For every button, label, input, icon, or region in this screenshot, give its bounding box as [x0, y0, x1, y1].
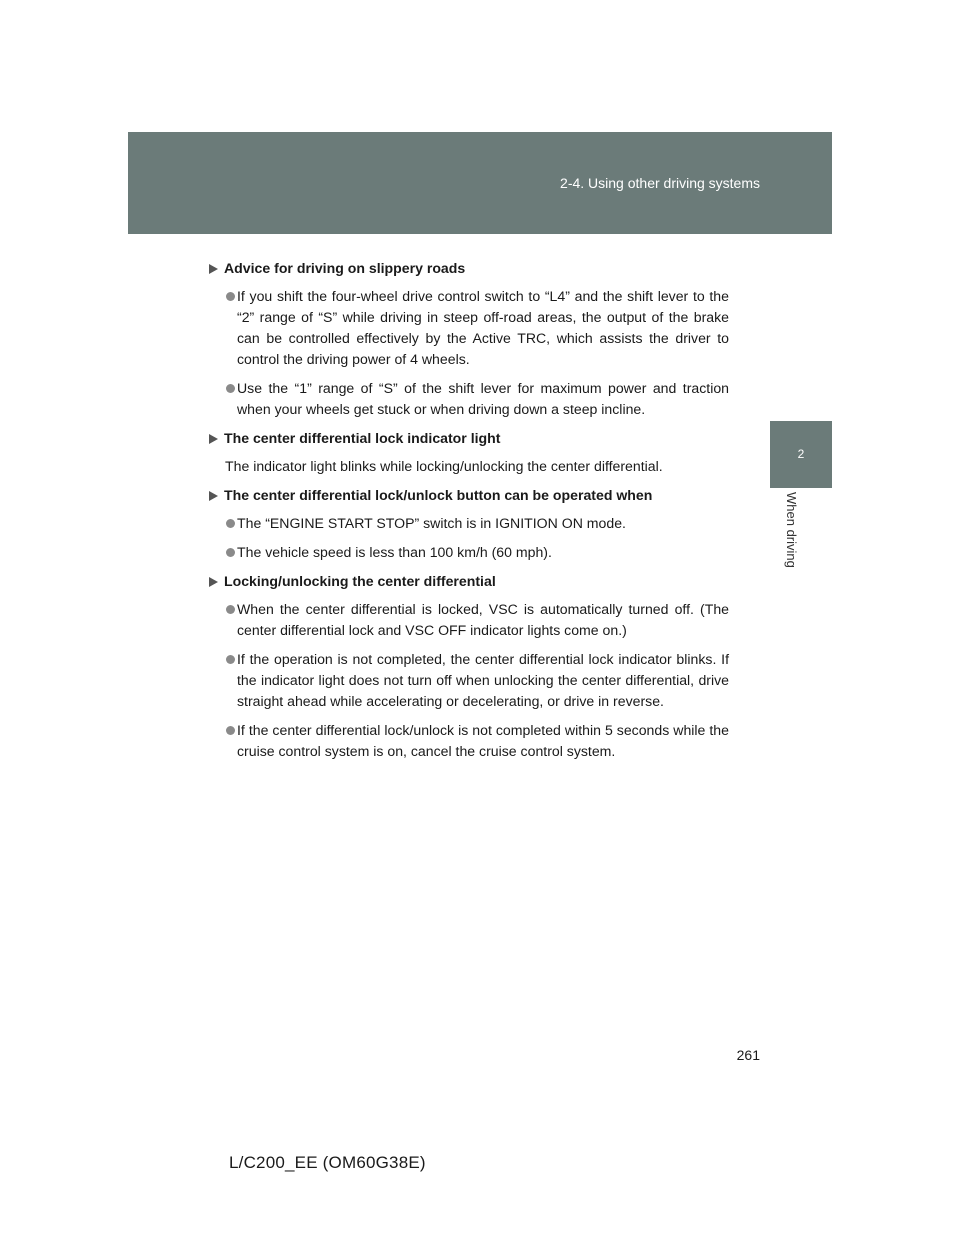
- list-item-text: If you shift the four-wheel drive control switch to “L4” and the shift lever to the “2” range of “S” while driving in steep off-road areas, the output of the brake can be controlled effectively by the Active TRC, which assists the driver to control the driving power of 4 wheels.: [237, 288, 729, 367]
- list-item-text: If the center differential lock/unlock is not completed within 5 seconds while the cruise control system is on, cancel the cruise control system.: [237, 722, 729, 759]
- list-item: [209, 542, 729, 563]
- circle-bullet-icon: [226, 519, 235, 528]
- list-item-text: The “ENGINE START STOP” switch is in IGNITION ON mode.: [237, 515, 626, 531]
- page-content: [209, 258, 729, 770]
- circle-bullet-icon: [226, 655, 235, 664]
- list-item: [209, 599, 729, 641]
- document-code: L/C200_EE (OM60G38E): [229, 1153, 426, 1172]
- circle-bullet-icon: [226, 292, 235, 301]
- section-heading-text: The center differential lock indicator light: [224, 430, 501, 446]
- section-heading-text: The center differential lock/unlock button can be operated when: [224, 487, 653, 503]
- section-heading-text: Advice for driving on slippery roads: [224, 260, 466, 276]
- circle-bullet-icon: [226, 384, 235, 393]
- chapter-tab: [770, 421, 832, 488]
- list-item: [209, 513, 729, 534]
- list-item-text: The vehicle speed is less than 100 km/h (60 mph).: [237, 544, 552, 560]
- section-heading: [209, 485, 729, 506]
- list-item-text: When the center differential is locked, VSC is automatically turned off. (The center differential lock and VSC OFF indicator lights come on.): [237, 601, 729, 638]
- paragraph: The indicator light blinks while locking/unlocking the center differential.: [225, 458, 663, 474]
- triangle-bullet-icon: [209, 434, 218, 444]
- circle-bullet-icon: [226, 548, 235, 557]
- section-heading: [209, 258, 729, 279]
- section-heading: [209, 428, 729, 449]
- page-number: 261: [736, 1047, 760, 1063]
- header-band: [128, 132, 832, 234]
- chapter-tab-number: 2: [797, 447, 805, 461]
- circle-bullet-icon: [226, 605, 235, 614]
- list-item: [209, 378, 729, 420]
- section-heading: [209, 571, 729, 592]
- list-item-text: Use the “1” range of “S” of the shift lever for maximum power and traction when your wheels get stuck or when driving down a steep incline.: [237, 380, 729, 417]
- circle-bullet-icon: [226, 726, 235, 735]
- list-item: [209, 286, 729, 370]
- triangle-bullet-icon: [209, 491, 218, 501]
- section-title: 2-4. Using other driving systems: [560, 175, 760, 191]
- triangle-bullet-icon: [209, 577, 218, 587]
- triangle-bullet-icon: [209, 264, 218, 274]
- list-item: [209, 720, 729, 762]
- chapter-side-label: When driving: [784, 492, 799, 568]
- section-heading-text: Locking/unlocking the center differential: [224, 573, 496, 589]
- list-item: [209, 649, 729, 712]
- list-item-text: If the operation is not completed, the center differential lock indicator blinks. If the indicator light does not turn off when unlocking the center differential, drive straight ahead while accelerating or decelerating, or drive in reverse.: [237, 651, 729, 709]
